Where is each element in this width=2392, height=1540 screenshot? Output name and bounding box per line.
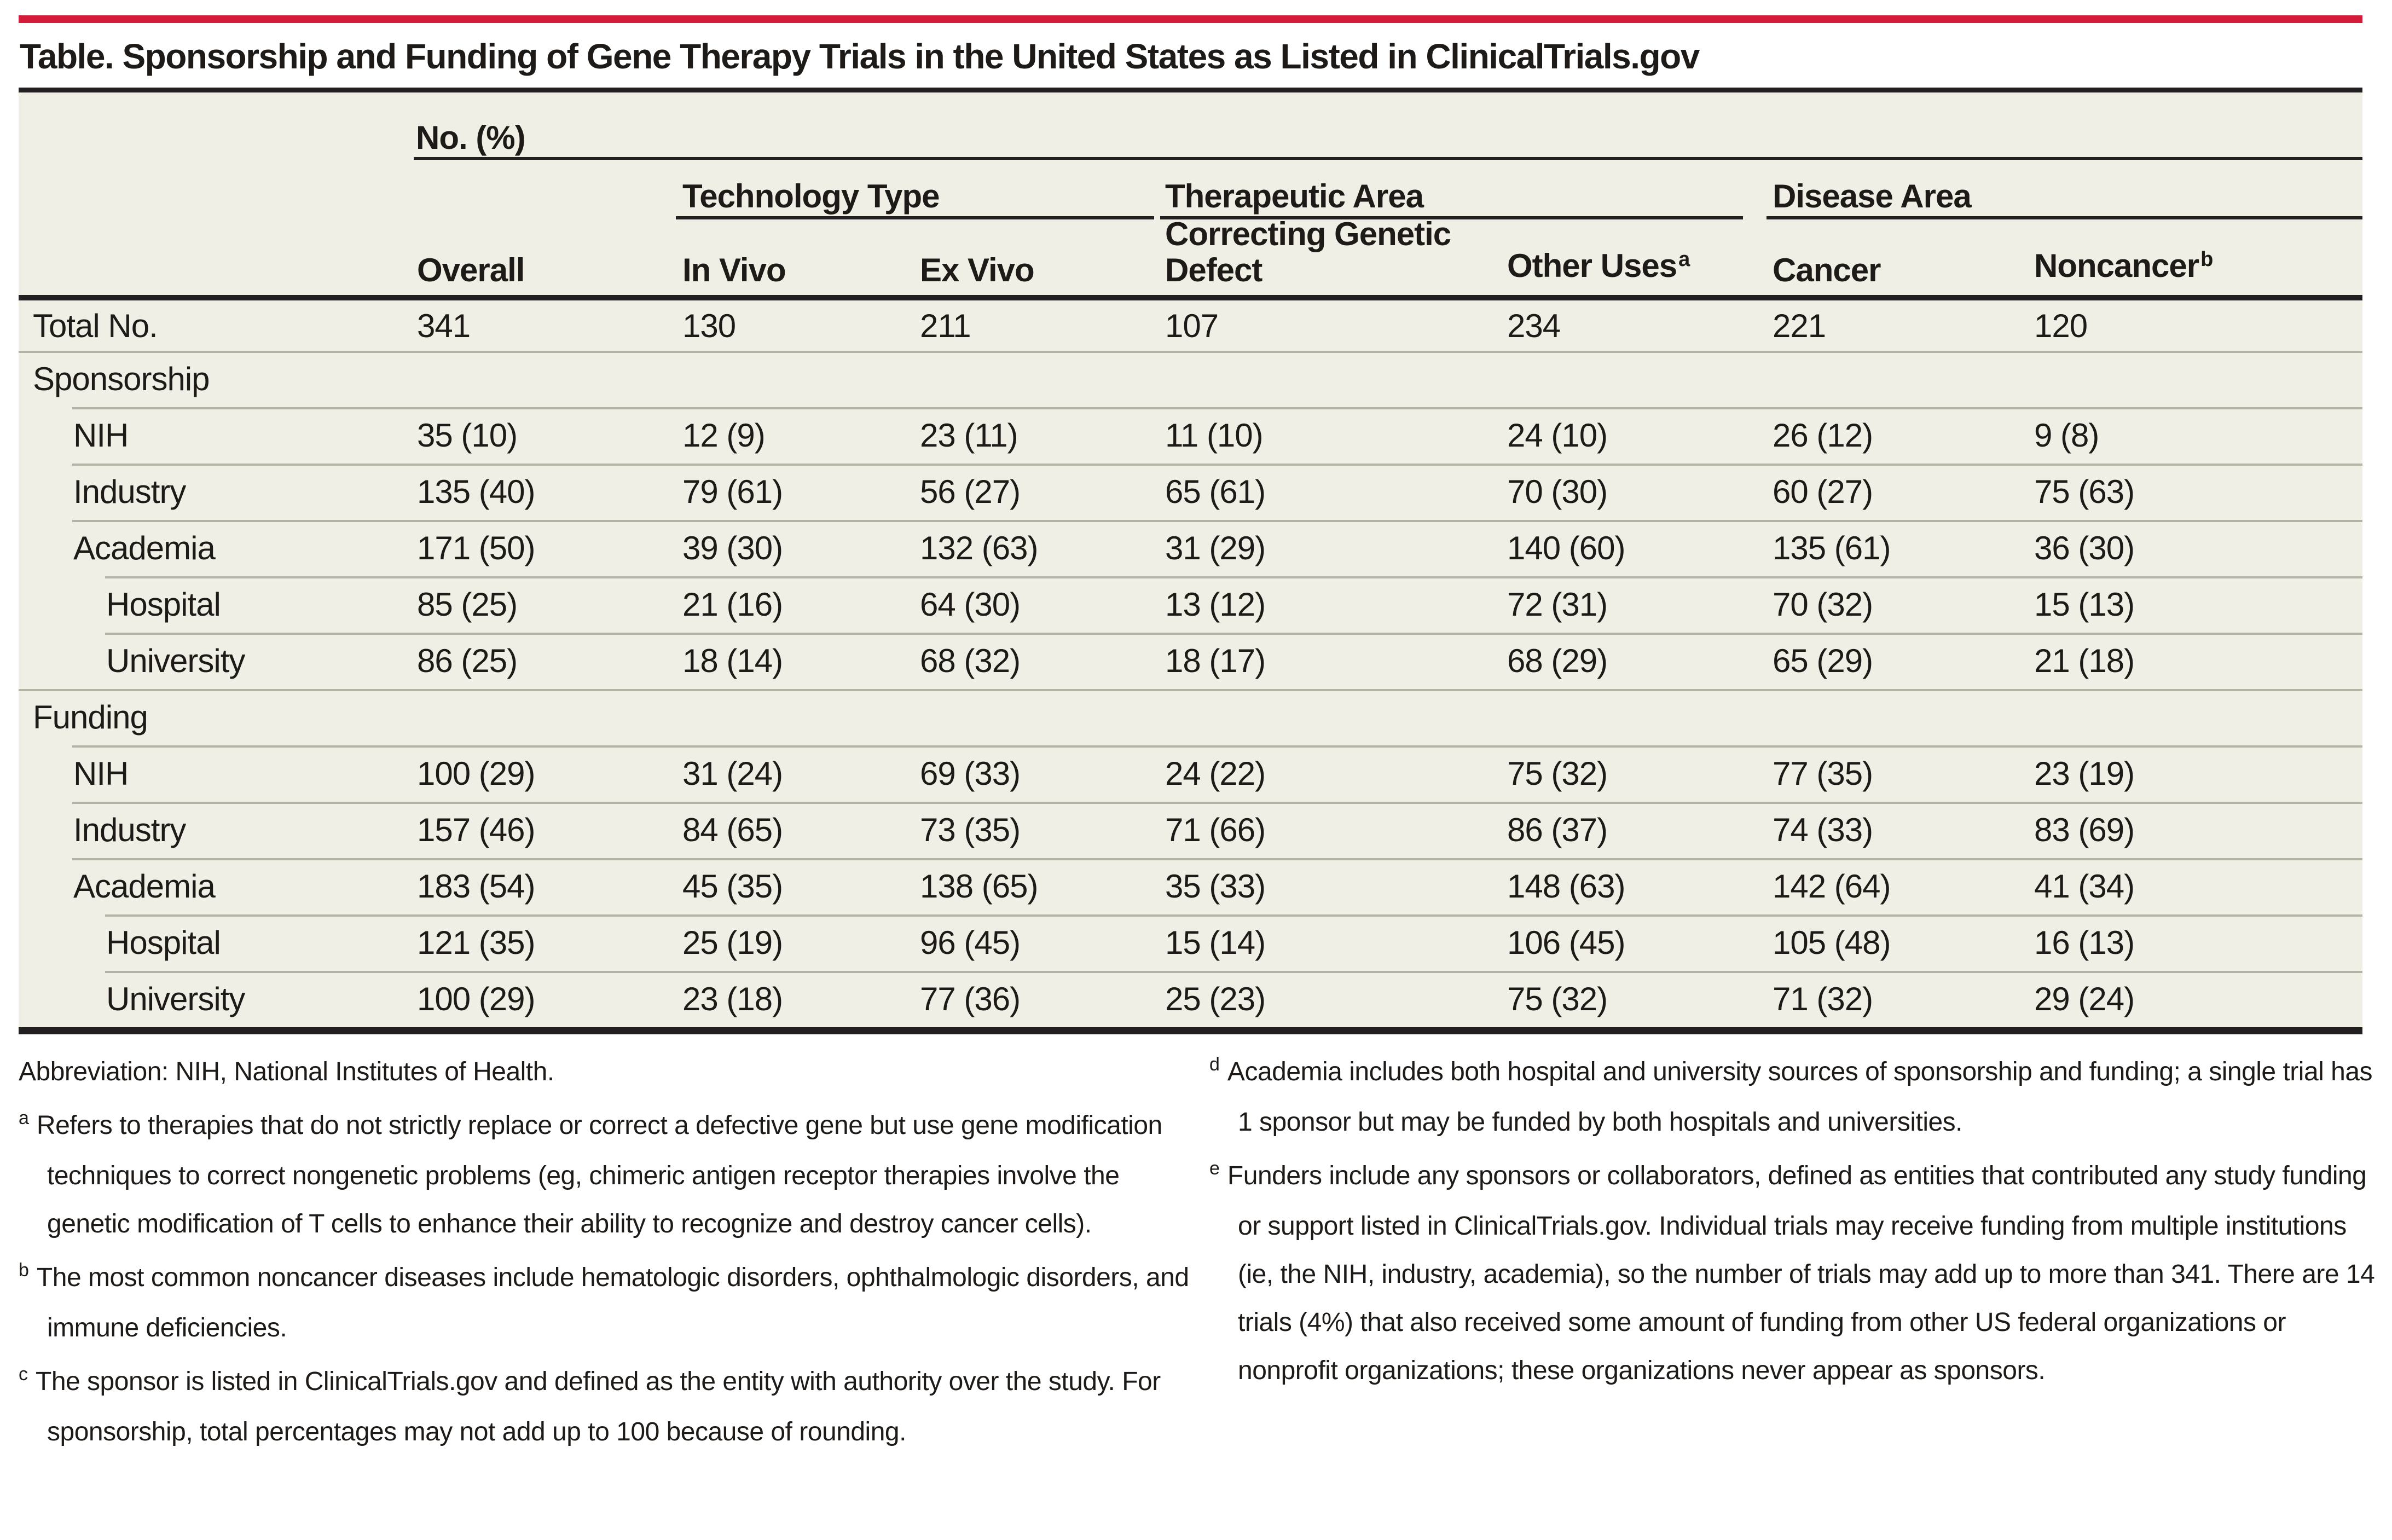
data-cell: 183 (54) (417, 868, 535, 905)
footnote-letter: d (1209, 1054, 1220, 1075)
table-row (19, 914, 2362, 971)
data-cell: 84 (65) (682, 812, 783, 848)
data-cell: 234 (1507, 307, 1561, 344)
data-table (19, 88, 2362, 1034)
data-cell: 77 (35) (1773, 755, 1873, 792)
footnote-b (19, 1254, 1195, 1352)
data-cell: 16 (13) (2034, 924, 2135, 961)
data-cell: 341 (417, 307, 471, 344)
data-cell: 35 (10) (417, 417, 518, 454)
footnote-letter: a (19, 1108, 29, 1128)
table-body (19, 300, 2362, 1027)
row-label: Sponsorship (33, 361, 210, 397)
data-cell: 72 (31) (1507, 586, 1608, 623)
footnotes-right-list (1209, 1048, 2381, 1395)
data-cell: 135 (40) (417, 473, 535, 510)
data-cell: 132 (63) (920, 530, 1038, 566)
data-cell: 31 (29) (1165, 530, 1266, 566)
row-label: Total No. (33, 307, 158, 344)
header-no-pct-rule (414, 157, 2362, 160)
data-cell: 120 (2034, 307, 2088, 344)
table-row (19, 300, 2362, 351)
data-cell: 26 (12) (1773, 417, 1873, 454)
data-cell: 142 (64) (1773, 868, 1891, 905)
data-cell: 74 (33) (1773, 812, 1873, 848)
data-cell: 31 (24) (682, 755, 783, 792)
footnotes-left-column (19, 1048, 1195, 1462)
data-cell: 9 (8) (2034, 417, 2099, 454)
data-cell: 29 (24) (2034, 981, 2135, 1017)
data-cell: 68 (32) (920, 642, 1021, 679)
column-header-correcting-genetic-defect: Correcting Genetic Defect (1165, 216, 1451, 288)
data-cell: 73 (35) (920, 812, 1021, 848)
data-cell: 21 (16) (682, 586, 783, 623)
column-header-noncancer-label: Noncancer (2034, 247, 2199, 284)
data-cell: 100 (29) (417, 981, 535, 1017)
footnote-a (19, 1102, 1195, 1248)
data-cell: 69 (33) (920, 755, 1021, 792)
data-cell: 75 (63) (2034, 473, 2135, 510)
footnote-c (19, 1358, 1195, 1456)
data-cell: 130 (682, 307, 736, 344)
data-cell: 39 (30) (682, 530, 783, 566)
data-cell: 70 (30) (1507, 473, 1608, 510)
column-header-cancer: Cancer (1773, 252, 1881, 288)
row-label: Academia (73, 868, 215, 905)
data-cell: 75 (32) (1507, 755, 1608, 792)
data-cell: 25 (23) (1165, 981, 1266, 1017)
data-cell: 65 (61) (1165, 473, 1266, 510)
table-row (19, 464, 2362, 520)
footnote-letter: e (1209, 1158, 1220, 1179)
footnote-d (1209, 1048, 2381, 1147)
data-cell: 211 (920, 307, 971, 344)
data-cell: 140 (60) (1507, 530, 1625, 566)
data-cell: 11 (10) (1165, 417, 1263, 454)
data-cell: 138 (65) (920, 868, 1038, 905)
data-cell: 86 (25) (417, 642, 518, 679)
abbreviation-note: Abbreviation: NIH, National Institutes of Health. (19, 1057, 554, 1086)
table-row (19, 407, 2362, 464)
data-cell: 21 (18) (2034, 642, 2135, 679)
row-divider (19, 351, 2362, 353)
data-cell: 24 (10) (1507, 417, 1608, 454)
footnote-letter: c (19, 1364, 28, 1385)
data-cell: 121 (35) (417, 924, 535, 961)
header-group-rule-technology (676, 216, 1154, 219)
header-group-therapeutic-area: Therapeutic Area (1165, 178, 1423, 215)
row-label: Industry (73, 812, 186, 848)
data-cell: 23 (11) (920, 417, 1018, 454)
header-group-rule-disease (1767, 216, 2362, 219)
data-cell: 71 (66) (1165, 812, 1266, 848)
column-header-other-uses-label: Other Uses (1507, 247, 1677, 284)
footnote-text: Academia includes both hospital and university sources of sponsorship and funding; a single trial has 1 sponsor but may be funded by both hospitals and universities. (1227, 1057, 2373, 1137)
footnote-text: The sponsor is listed in ClinicalTrials.gov and defined as the entity with authority over the study. For sponsorship, total percentages may not add up to 100 because of rounding. (36, 1367, 1161, 1446)
column-header-other-uses (1507, 248, 1690, 288)
row-label: Funding (33, 699, 148, 736)
data-cell: 15 (14) (1165, 924, 1266, 961)
row-label: University (106, 642, 245, 679)
data-cell: 65 (29) (1773, 642, 1873, 679)
row-label: University (106, 981, 245, 1017)
data-cell: 35 (33) (1165, 868, 1266, 905)
data-cell: 105 (48) (1773, 924, 1891, 961)
data-cell: 18 (14) (682, 642, 783, 679)
table-row (19, 971, 2362, 1027)
data-cell: 77 (36) (920, 981, 1021, 1017)
data-cell: 70 (32) (1773, 586, 1873, 623)
section-row (19, 351, 2362, 407)
column-header-noncancer (2034, 248, 2213, 288)
column-header-in-vivo: In Vivo (682, 252, 786, 288)
table-header (19, 92, 2362, 300)
footnote-text: Funders include any sponsors or collaborators, defined as entities that contributed any study funding or support listed in ClinicalTrials.gov. Individual trials may receive funding from multiple institutions (ie, the NIH, industry, academia), so the number of trials may add up to more than 341. There are 14 trials (4%) that also received some amount of funding from other US federal organizations or nonprofit organizations; these organizations never appear as sponsors. (1227, 1161, 2375, 1385)
data-cell: 148 (63) (1507, 868, 1625, 905)
row-label: Industry (73, 473, 186, 510)
data-cell: 23 (19) (2034, 755, 2135, 792)
header-group-technology-type: Technology Type (682, 178, 940, 215)
footnote-marker-b: b (2200, 248, 2214, 271)
data-cell: 60 (27) (1773, 473, 1873, 510)
table-row (19, 745, 2362, 802)
data-cell: 221 (1773, 307, 1826, 344)
data-cell: 41 (34) (2034, 868, 2135, 905)
data-cell: 96 (45) (920, 924, 1021, 961)
data-cell: 64 (30) (920, 586, 1021, 623)
data-cell: 100 (29) (417, 755, 535, 792)
data-cell: 68 (29) (1507, 642, 1608, 679)
footnote-letter: b (19, 1260, 29, 1281)
row-label: Hospital (106, 586, 221, 623)
header-group-disease-area: Disease Area (1773, 178, 1971, 215)
column-header-overall: Overall (417, 252, 525, 288)
footnote-e (1209, 1152, 2381, 1395)
data-cell: 36 (30) (2034, 530, 2135, 566)
table-row (19, 633, 2362, 689)
footnote-text: The most common noncancer diseases include hematologic disorders, ophthalmologic disorders, and immune deficiencies. (36, 1263, 1189, 1342)
footnotes-right-column (1209, 1048, 2381, 1400)
data-cell: 157 (46) (417, 812, 535, 848)
data-cell: 85 (25) (417, 586, 518, 623)
data-cell: 106 (45) (1507, 924, 1625, 961)
section-row (19, 689, 2362, 745)
data-cell: 18 (17) (1165, 642, 1266, 679)
data-cell: 15 (13) (2034, 586, 2135, 623)
row-label: Academia (73, 530, 215, 566)
header-no-pct: No. (%) (416, 119, 525, 156)
table-row (19, 520, 2362, 576)
footnote-text: Refers to therapies that do not strictly replace or correct a defective gene but use gene modification techniques to correct nongenetic problems (eg, chimeric antigen receptor therapies involve the genetic modification of T cells to enhance their ability to recognize and destroy cancer cells). (36, 1111, 1162, 1238)
data-cell: 75 (32) (1507, 981, 1608, 1017)
footnote-marker-a: a (1678, 248, 1690, 271)
row-label: NIH (73, 755, 129, 792)
data-cell: 79 (61) (682, 473, 783, 510)
footnotes-left-list (19, 1102, 1195, 1456)
data-cell: 56 (27) (920, 473, 1021, 510)
data-cell: 23 (18) (682, 981, 783, 1017)
data-cell: 24 (22) (1165, 755, 1266, 792)
table-title: Table. Sponsorship and Funding of Gene Therapy Trials in the United States as Listed in ClinicalTrials.gov (20, 37, 1699, 76)
data-cell: 107 (1165, 307, 1219, 344)
data-cell: 86 (37) (1507, 812, 1608, 848)
data-cell: 171 (50) (417, 530, 535, 566)
row-label: Hospital (106, 924, 221, 961)
table-row (19, 858, 2362, 914)
table-row (19, 802, 2362, 858)
data-cell: 71 (32) (1773, 981, 1873, 1017)
row-label: NIH (73, 417, 129, 454)
data-cell: 13 (12) (1165, 586, 1266, 623)
data-cell: 83 (69) (2034, 812, 2135, 848)
data-cell: 45 (35) (682, 868, 783, 905)
row-divider (19, 689, 2362, 691)
data-cell: 135 (61) (1773, 530, 1891, 566)
column-header-ex-vivo: Ex Vivo (920, 252, 1034, 288)
data-cell: 12 (9) (682, 417, 765, 454)
data-cell: 25 (19) (682, 924, 783, 961)
table-row (19, 576, 2362, 633)
jama-red-accent-bar (19, 15, 2362, 23)
